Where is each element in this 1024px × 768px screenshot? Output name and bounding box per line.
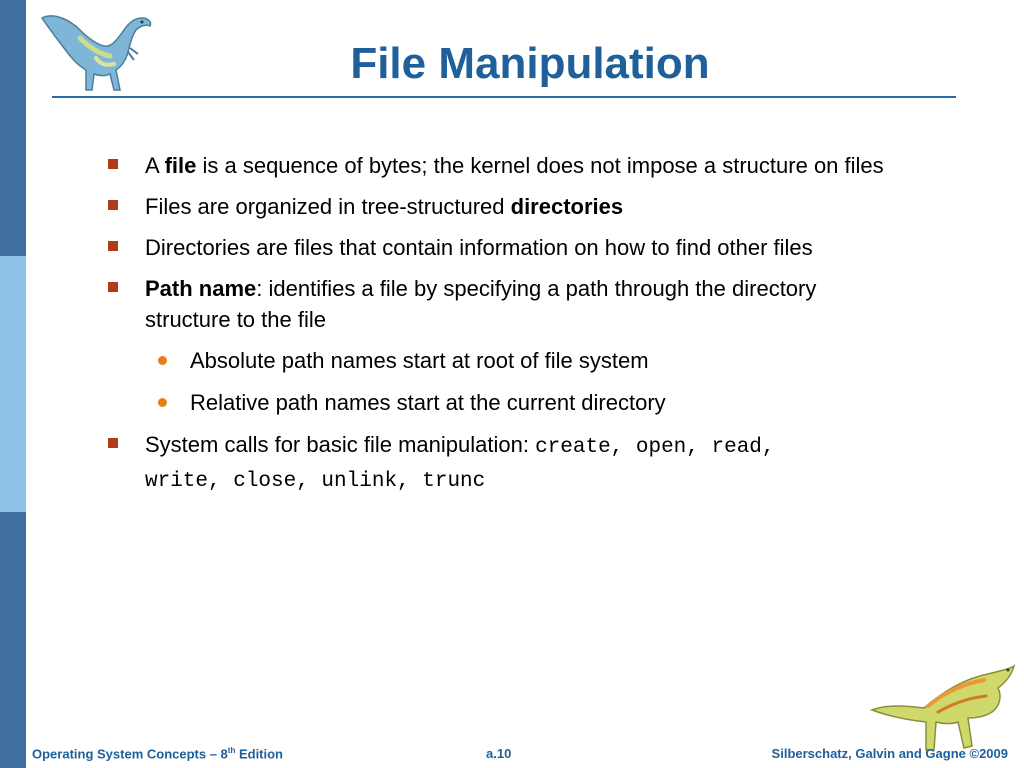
list-item [108,191,908,222]
list-item [108,273,908,335]
square-bullet-icon [108,241,118,251]
square-bullet-icon [108,438,118,448]
page-number: a.10 [486,746,512,761]
code-text: create, open, read, [535,436,775,459]
square-bullet-icon [108,200,118,210]
list-item [108,150,908,181]
side-bar-top [0,0,26,256]
title-divider [52,96,956,98]
sub-list-item [108,345,908,376]
footer-book-title-text: Operating System Concepts – 8 [32,746,228,762]
list-item [108,429,908,497]
bullet-text-post: : identifies a file by specifying a path through the directory structure to the file [145,276,817,332]
code-text: write, close, unlink, trunc [145,470,486,493]
round-bullet-icon [158,356,167,365]
bullet-text: Directories are files that contain information on how to find other files [145,235,813,260]
footer-copyright: Silberschatz, Galvin and Gagne ©2009 [771,746,1008,761]
square-bullet-icon [108,159,118,169]
dinosaur-icon [868,660,1018,760]
bullet-list [108,150,908,507]
bullet-text-bold: Path name [145,276,257,301]
sub-bullet-text: Relative path names start at the current directory [190,390,666,415]
bullet-text-pre: Files are organized in tree-structured [145,194,511,219]
dinosaur-icon [36,8,156,96]
bullet-text-bold: file [164,153,197,178]
bullet-text-pre: A [145,153,165,178]
side-bar-middle [0,256,26,512]
side-bar [0,0,26,768]
footer-book-title [32,746,283,761]
page-title: File Manipulation [350,39,710,88]
list-item [108,232,908,263]
footer-edition-text: Edition [235,746,284,762]
bullet-text-pre: System calls for basic file manipulation: [145,432,536,457]
bullet-text-post: is a sequence of bytes; the kernel does not impose a structure on files [196,153,884,178]
sub-list-item [108,387,908,418]
bullet-text-bold: directories [510,194,624,219]
round-bullet-icon [158,398,167,407]
sub-bullet-text: Absolute path names start at root of file system [190,348,649,373]
square-bullet-icon [108,282,118,292]
side-bar-bottom [0,512,26,768]
footer-superscript: th [227,746,236,755]
